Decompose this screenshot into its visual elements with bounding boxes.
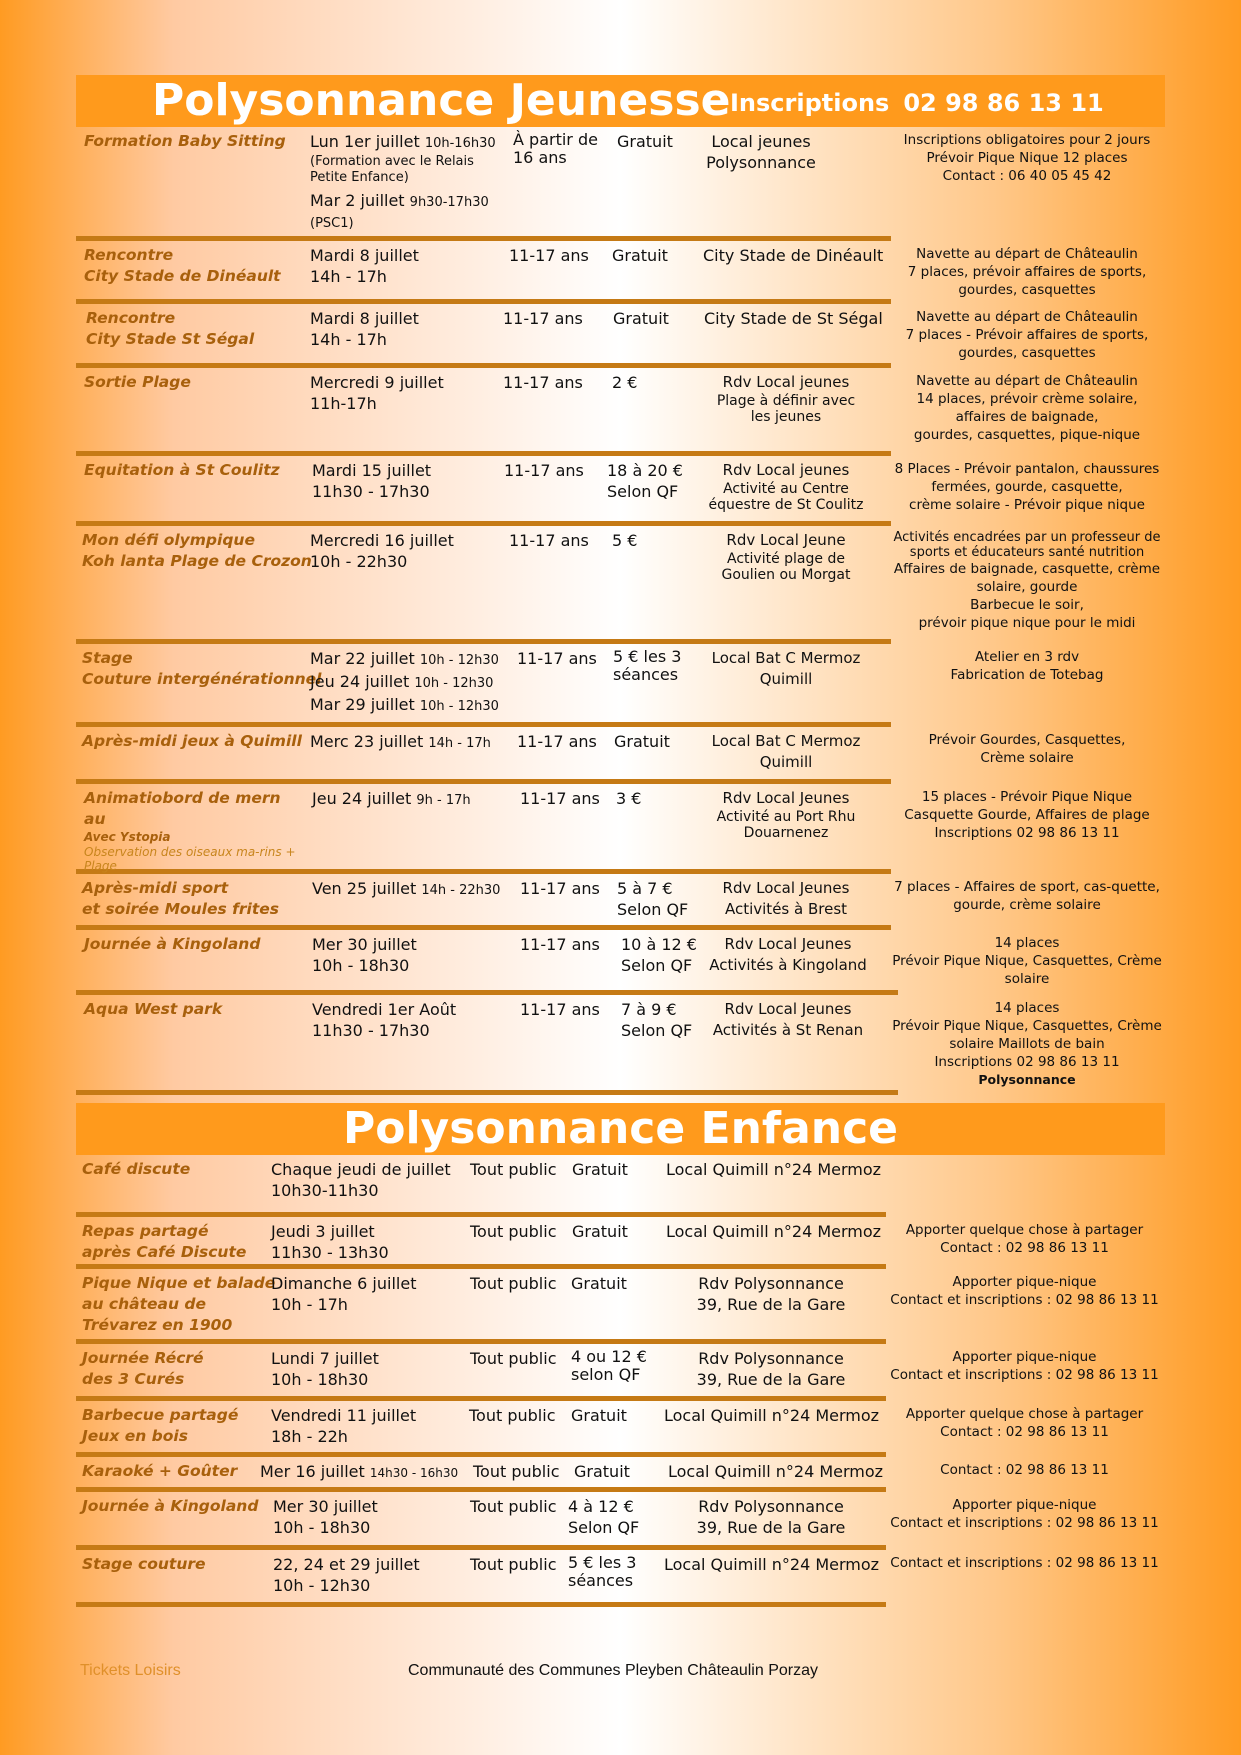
- table-row: [76, 1492, 1159, 1550]
- activity-date: Mardi 8 juillet 14h - 17h: [310, 246, 419, 286]
- activity-price: Gratuit: [571, 1274, 627, 1293]
- activity-location: Local Quimill n°24 Mermoz: [664, 1406, 880, 1425]
- table-row: [76, 644, 1104, 727]
- activity-location: Rdv Polysonnance 39, Rue de la Gare: [696, 1497, 846, 1537]
- activity-location: Local Bat C Mermoz Quimill: [711, 732, 861, 771]
- activity-age: Tout public: [470, 1160, 557, 1179]
- activity-price: Gratuit: [574, 1462, 630, 1481]
- activity-price: Gratuit: [617, 132, 673, 151]
- enfance-title: Polysonnance Enfance: [342, 1103, 899, 1154]
- activity-price: 2 €: [612, 373, 638, 392]
- activity-date: 22, 24 et 29 juillet 10h - 12h30: [273, 1555, 420, 1595]
- activity-name: Pique Nique et balade au château de Trévarez en 1900: [82, 1274, 276, 1334]
- activity-price: 4 à 12 € Selon QF: [568, 1497, 640, 1537]
- activity-age: Tout public: [470, 1222, 557, 1241]
- activity-location: Rdv Local Jeunes Activités à Brest: [722, 879, 850, 918]
- activity-notes: Activités encadrées par un professeur de sports et éducateurs santé nutrition Affaires de baignade, casquette, crème solaire, gourde Barbecue le soir, prévoir pique nique pour le midi: [893, 530, 1161, 631]
- activity-location: City Stade de Dinéault: [703, 246, 884, 265]
- activity-date: Mer 30 juillet 10h - 18h30: [312, 935, 417, 975]
- activity-location: City Stade de St Ségal: [704, 309, 883, 328]
- activity-price: Gratuit: [572, 1160, 628, 1179]
- activity-price: 7 à 9 € Selon QF: [621, 1000, 693, 1040]
- activity-date: Mer 16 juillet 14h30 - 16h30: [260, 1462, 459, 1481]
- table-row: [76, 1269, 1159, 1344]
- activity-location: Rdv Local jeunes Plage à définir avec les jeunes: [716, 373, 856, 425]
- activity-notes: Contact et inscriptions : 02 98 86 13 11: [890, 1555, 1159, 1571]
- activity-date: Mercredi 9 juillet 11h-17h: [310, 373, 444, 413]
- activity-age: 11-17 ans: [520, 879, 600, 898]
- activity-date: Vendredi 1er Août 11h30 - 17h30: [312, 1000, 457, 1040]
- activity-name: Stage couture: [82, 1555, 206, 1573]
- table-row: [76, 456, 1160, 526]
- activity-date: Lundi 7 juillet 10h - 18h30: [271, 1349, 379, 1389]
- activity-age: 11-17 ans: [509, 531, 589, 550]
- inscriptions-info: [730, 85, 1104, 121]
- activity-name: Barbecue partagé Jeux en bois: [82, 1406, 239, 1445]
- table-row: [76, 304, 1149, 368]
- activity-price: 5 € les 3 séances: [613, 647, 682, 684]
- activity-age: Tout public: [470, 1274, 557, 1293]
- activity-date: Mardi 15 juillet 11h30 - 17h30: [312, 461, 432, 501]
- table-row: [76, 995, 1162, 1095]
- organizer-name: Communauté des Communes Pleyben Châteaulin Porzay: [408, 1662, 818, 1679]
- activity-name: Stage Couture intergénérationnel: [82, 649, 322, 688]
- activity-age: Tout public: [473, 1462, 560, 1481]
- activity-price: 10 à 12 € Selon QF: [621, 935, 697, 975]
- activity-notes: 7 places - Affaires de sport, cas-quette, gourde, crème solaire: [894, 879, 1160, 913]
- activity-name: Equitation à St Coulitz: [84, 461, 280, 479]
- activity-notes: Apporter pique-nique Contact et inscriptions : 02 98 86 13 11: [890, 1497, 1159, 1531]
- activity-date: Lun 1er juillet 10h-16h30 (Formation avec le Relais Petite Enfance) Mar 2 juillet 9h30-17h30 (PSC1): [310, 132, 496, 231]
- table-row: [76, 1344, 1159, 1401]
- table-row: [76, 127, 1151, 241]
- activity-name: Sortie Plage: [84, 373, 191, 391]
- activity-name: Rencontre City Stade de Dinéault: [84, 246, 281, 285]
- activity-notes: 15 places - Prévoir Pique Nique Casquette Gourde, Affaires de plage Inscriptions 02 98 86 13 11: [904, 789, 1150, 841]
- table-row: [76, 727, 1126, 784]
- activity-price: 18 à 20 € Selon QF: [607, 461, 683, 501]
- table-row: [76, 1550, 1159, 1607]
- enfance-banner: [76, 1103, 1165, 1155]
- activity-date: Ven 25 juillet 14h - 22h30: [312, 879, 501, 898]
- table-row: [76, 368, 1141, 456]
- activity-location: Rdv Local Jeunes Activités à St Renan: [712, 1000, 864, 1039]
- inscriptions-label: Inscriptions: [730, 89, 890, 117]
- activity-notes: Apporter pique-nique Contact et inscriptions : 02 98 86 13 11: [890, 1349, 1159, 1383]
- activity-date: Vendredi 11 juillet 18h - 22h: [271, 1406, 417, 1446]
- activity-location: Rdv Local Jeunes Activités à Kingoland: [709, 935, 867, 974]
- inscriptions-phone: 02 98 86 13 11: [903, 89, 1104, 117]
- activity-location: Rdv Local Jeunes Activité au Port Rhu Douarnenez: [716, 789, 856, 841]
- activity-notes: 8 Places - Prévoir pantalon, chaussures fermées, gourde, casquette, crème solaire - Prévoir pique nique: [894, 461, 1160, 513]
- activity-location: Local Quimill n°24 Mermoz: [666, 1222, 882, 1241]
- activity-location: Local Quimill n°24 Mermoz: [664, 1555, 880, 1574]
- program-page: [76, 75, 1165, 1607]
- activity-location: Rdv Local Jeune Activité plage de Goulien ou Morgat: [721, 531, 851, 583]
- table-row: [76, 1212, 1144, 1269]
- activity-notes: 14 places Prévoir Pique Nique, Casquettes, Crème solaire Maillots de bain Inscriptions 02 98 86 13 11 Polysonnance: [892, 1000, 1162, 1087]
- activity-name: Rencontre City Stade St Ségal: [86, 309, 255, 348]
- activity-age: 11-17 ans: [509, 246, 589, 265]
- activity-date: Mer 30 juillet 10h - 18h30: [273, 1497, 378, 1537]
- activity-age: Tout public: [469, 1406, 556, 1425]
- activity-age: 11-17 ans: [503, 309, 583, 328]
- table-row: [76, 784, 1150, 874]
- table-row: [76, 1457, 1109, 1492]
- activity-notes: Apporter quelque chose à partager Contact : 02 98 86 13 11: [905, 1406, 1144, 1440]
- activity-notes: Atelier en 3 rdv Fabrication de Totebag: [950, 649, 1104, 683]
- table-row: [76, 1155, 886, 1212]
- activity-price: 3 €: [616, 789, 642, 808]
- activity-date: Jeu 24 juillet 9h - 17h: [312, 789, 471, 808]
- activity-name: Repas partagé après Café Discute: [82, 1222, 247, 1261]
- activity-date: Chaque jeudi de juillet 10h30-11h30: [271, 1160, 451, 1200]
- table-row: [76, 930, 1162, 995]
- activity-price: 5 à 7 € Selon QF: [617, 879, 689, 919]
- activity-price: Gratuit: [614, 732, 670, 751]
- activity-age: À partir de 16 ans: [513, 130, 598, 167]
- activity-notes: 14 places Prévoir Pique Nique, Casquettes, Crème solaire: [892, 935, 1162, 987]
- activity-name: Après-midi jeux à Quimill: [82, 732, 302, 750]
- activity-name: Journée à Kingoland: [84, 935, 261, 953]
- activity-location: Local Quimill n°24 Mermoz: [668, 1462, 884, 1481]
- activity-age: Tout public: [470, 1349, 557, 1368]
- activity-date: Mardi 8 juillet 14h - 17h: [310, 309, 419, 349]
- activity-price: Gratuit: [572, 1222, 628, 1241]
- activity-name: Mon défi olympique Koh lanta Plage de Crozon: [82, 531, 312, 570]
- activity-age: 11-17 ans: [520, 1000, 600, 1019]
- activity-name: Après-midi sport et soirée Moules frites: [82, 879, 279, 918]
- activity-price: Gratuit: [613, 309, 669, 328]
- table-row: [76, 874, 1160, 930]
- activity-price: Gratuit: [612, 246, 668, 265]
- activity-location: Local Bat C Mermoz Quimill: [711, 649, 861, 688]
- jeunesse-banner: [76, 75, 1165, 127]
- activity-notes: Contact : 02 98 86 13 11: [940, 1462, 1109, 1478]
- activity-location: Rdv Polysonnance 39, Rue de la Gare: [696, 1274, 846, 1314]
- activity-notes: Inscriptions obligatoires pour 2 jours Prévoir Pique Nique 12 places Contact : 06 40 05 45 42: [903, 132, 1151, 184]
- activity-notes: Navette au départ de Châteaulin 7 places - Prévoir affaires de sports, gourdes, casquettes: [905, 309, 1149, 361]
- activity-age: Tout public: [470, 1497, 557, 1516]
- activity-location: Local Quimill n°24 Mermoz: [666, 1160, 882, 1179]
- activity-date: Dimanche 6 juillet 10h - 17h: [271, 1274, 417, 1314]
- table-row: [76, 526, 1161, 644]
- activity-age: 11-17 ans: [520, 935, 600, 954]
- activity-location: Rdv Polysonnance 39, Rue de la Gare: [696, 1349, 846, 1389]
- activity-notes: Navette au départ de Châteaulin 7 places, prévoir affaires de sports, gourdes, casquettes: [907, 246, 1147, 298]
- activity-age: 11-17 ans: [517, 649, 597, 668]
- activity-age: 11-17 ans: [503, 373, 583, 392]
- tickets-loisirs-label: Tickets Loisirs: [80, 1662, 181, 1679]
- activity-name: Animatiobord de mern au Avec Ystopia Observation des oiseaux ma-rins + Plage: [84, 789, 296, 873]
- activity-age: 11-17 ans: [520, 789, 600, 808]
- activity-name: Formation Baby Sitting: [84, 132, 286, 150]
- table-row: [76, 1401, 1144, 1457]
- activity-price: Gratuit: [571, 1406, 627, 1425]
- activity-date: Merc 23 juillet 14h - 17h: [310, 732, 491, 751]
- activity-name: Journée Récré des 3 Curés: [82, 1349, 204, 1388]
- activity-notes: Apporter pique-nique Contact et inscriptions : 02 98 86 13 11: [890, 1274, 1159, 1308]
- activity-price: 5 €: [612, 531, 638, 550]
- activity-price: 4 ou 12 € selon QF: [571, 1347, 647, 1384]
- activity-name: Café discute: [82, 1160, 191, 1178]
- activity-price: 5 € les 3 séances: [568, 1553, 637, 1590]
- activity-location: Rdv Local jeunes Activité au Centre équestre de St Coulitz: [708, 461, 864, 513]
- activity-name: Journée à Kingoland: [82, 1497, 259, 1515]
- activity-date: Mar 22 juillet 10h - 12h30 Jeu 24 juillet 10h - 12h30 Mar 29 juillet 10h - 12h30: [310, 649, 499, 714]
- activity-location: Local jeunes Polysonnance: [706, 132, 816, 172]
- activity-age: 11-17 ans: [517, 732, 597, 751]
- activity-notes: Prévoir Gourdes, Casquettes, Crème solaire: [928, 732, 1126, 766]
- activity-age: 11-17 ans: [504, 461, 584, 480]
- activity-date: Mercredi 16 juillet 10h - 22h30: [310, 531, 454, 571]
- activity-notes: Navette au départ de Châteaulin 14 places, prévoir crème solaire, affaires de baignade, gourdes, casquettes, pique-nique: [913, 373, 1141, 443]
- activity-notes: Apporter quelque chose à partager Contact : 02 98 86 13 11: [905, 1222, 1144, 1256]
- activity-date: Jeudi 3 juillet 11h30 - 13h30: [271, 1222, 389, 1262]
- table-row: [76, 241, 1147, 304]
- activity-age: Tout public: [470, 1555, 557, 1574]
- activity-name: Aqua West park: [84, 1000, 223, 1018]
- jeunesse-title: Polysonnance Jeunesse: [152, 75, 731, 126]
- activity-name: Karaoké + Goûter: [82, 1462, 238, 1480]
